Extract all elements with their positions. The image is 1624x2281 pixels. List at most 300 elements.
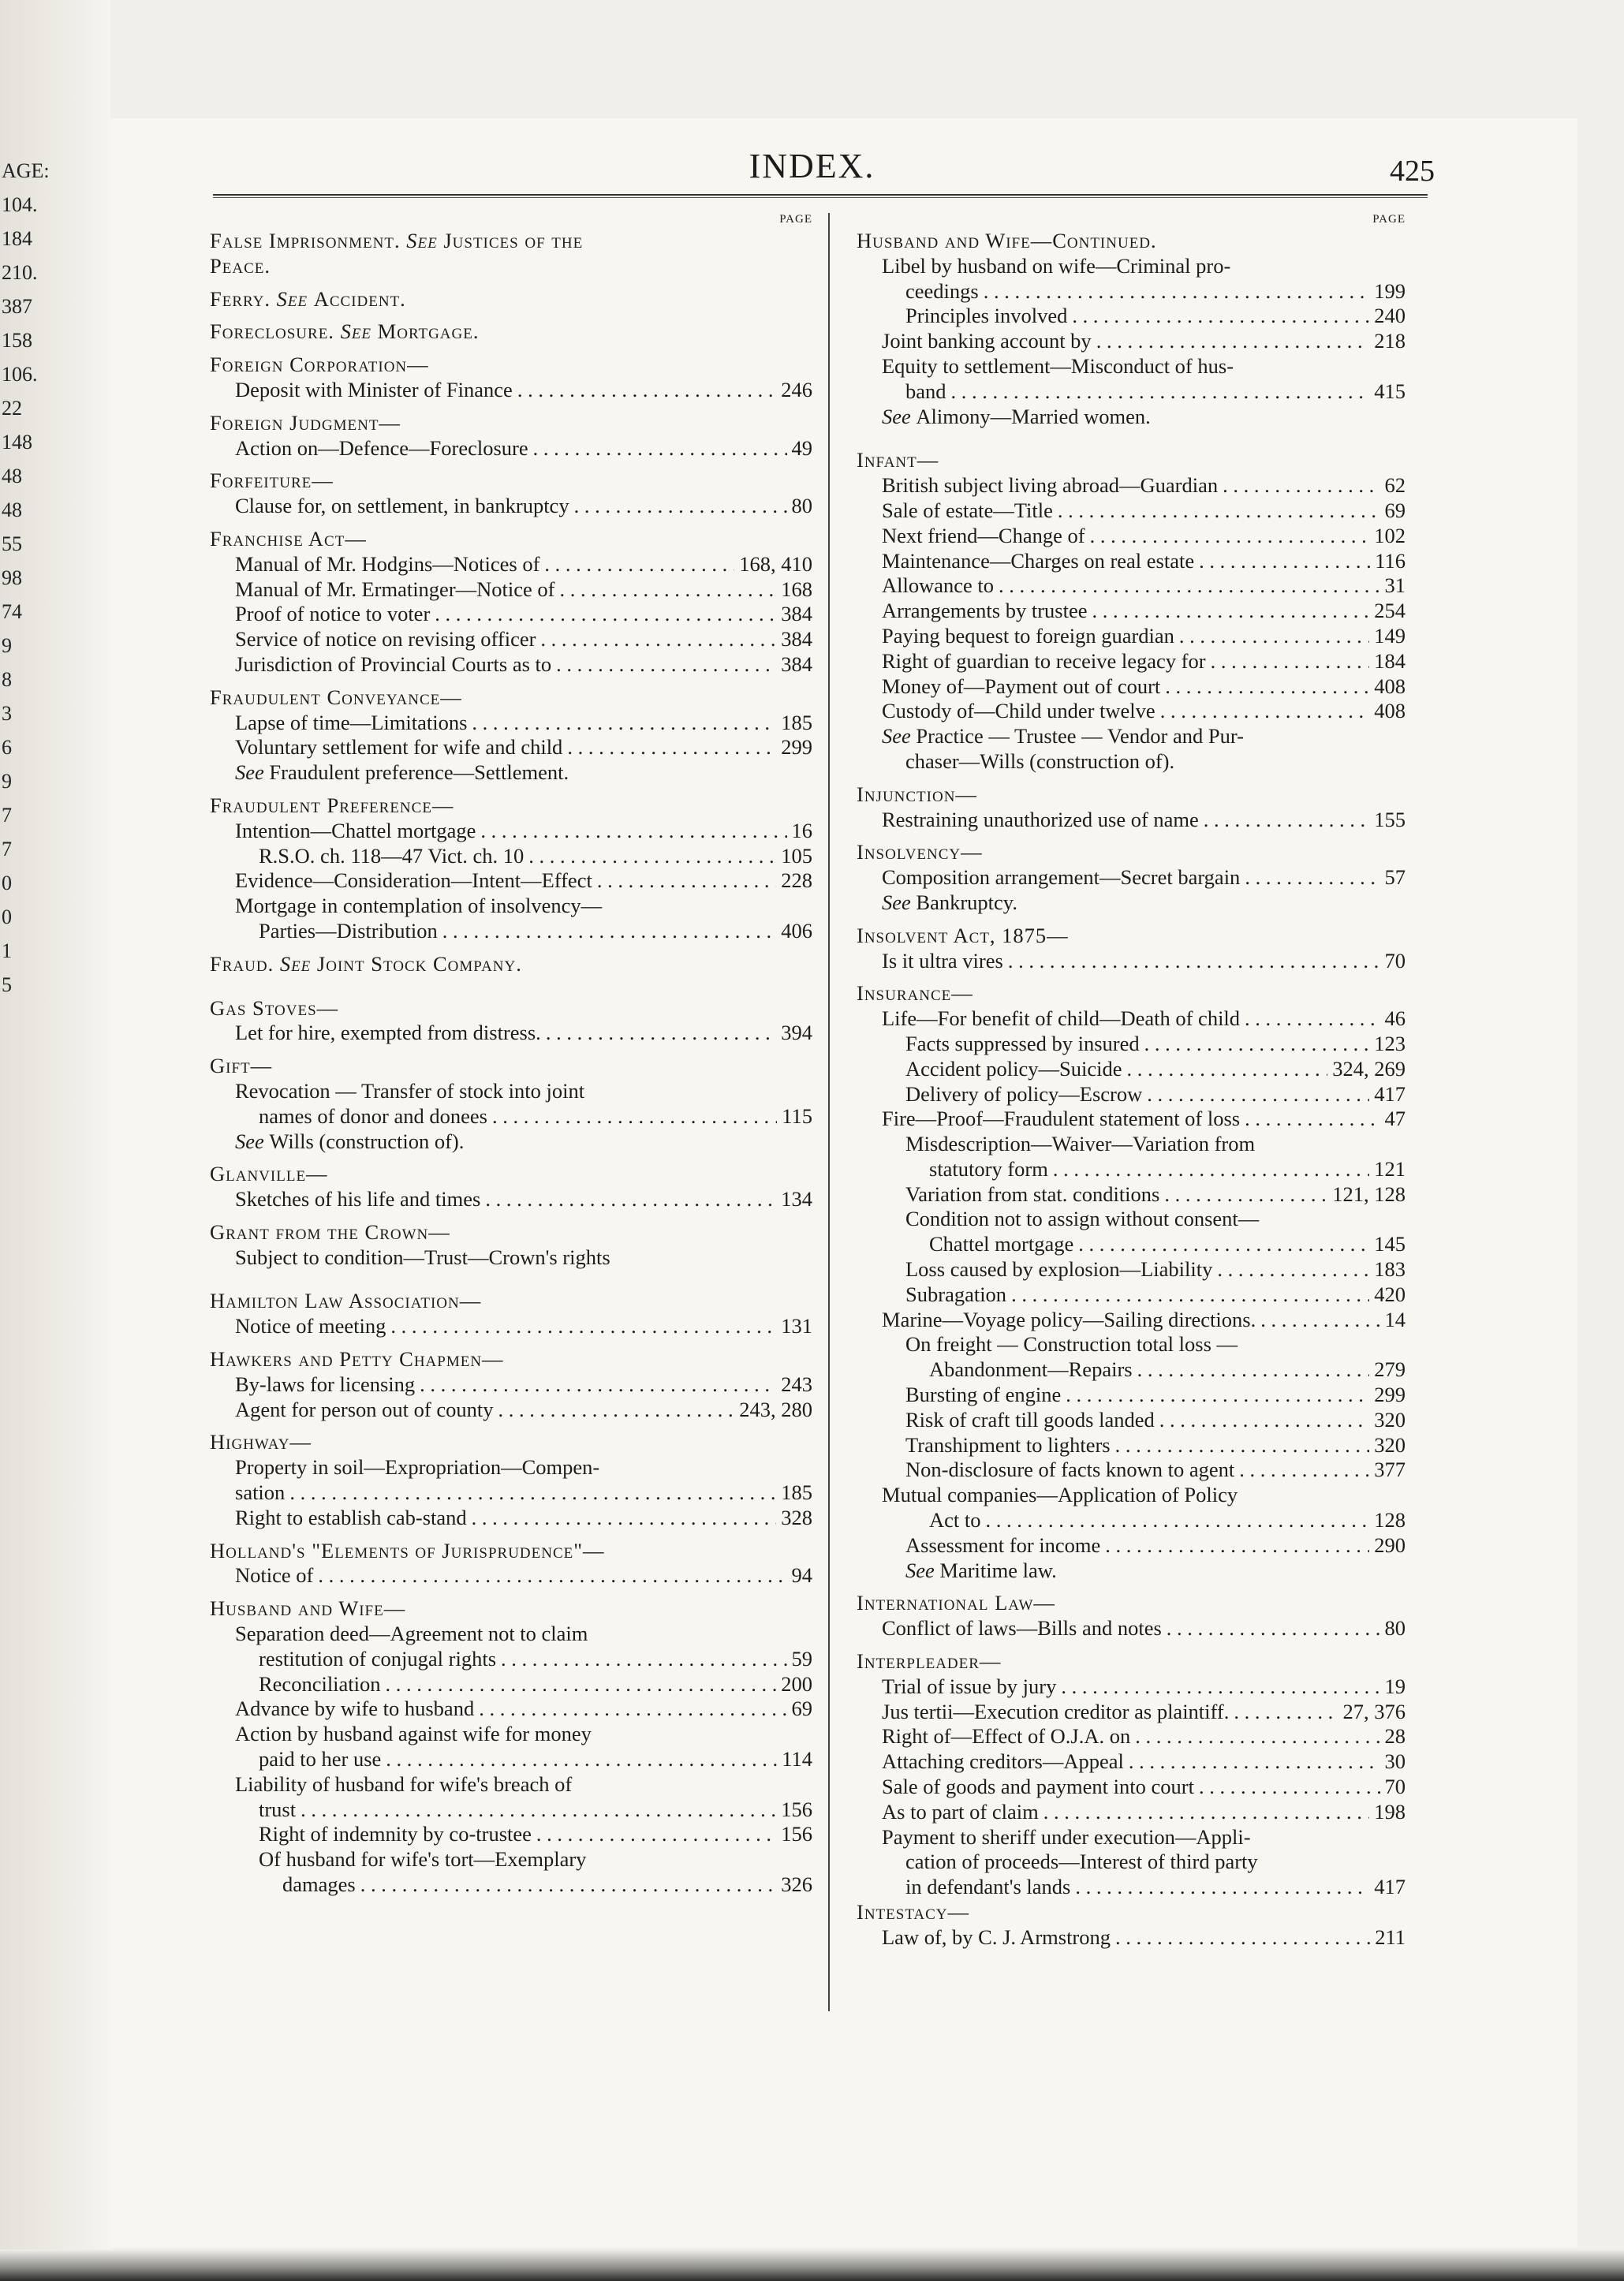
margin-fragment: 98 [2, 566, 22, 589]
page-column-label: PAGE [1372, 213, 1406, 226]
dot-leader [289, 1480, 776, 1506]
dot-leader [1105, 1533, 1369, 1559]
page-reference: 394 [781, 1021, 812, 1045]
index-entry [853, 354, 1406, 379]
entry-text: Clause for, on settlement, in bankruptcy [235, 494, 569, 518]
page-reference: 320 [1374, 1407, 1406, 1432]
dot-leader [1199, 1775, 1380, 1800]
entry-text: Variation from stat. conditions [905, 1182, 1160, 1206]
dot-leader [472, 1506, 777, 1531]
entry-text: Gift— [210, 1054, 273, 1078]
dot-leader [1234, 1700, 1338, 1725]
page-reference: 198 [1374, 1799, 1406, 1824]
entry-text: Law of, by C. J. Armstrong [882, 1924, 1111, 1949]
dot-leader [1129, 1749, 1380, 1775]
page-reference: 299 [781, 735, 812, 760]
margin-fragment: 0 [2, 905, 12, 928]
page-reference: 47 [1384, 1107, 1406, 1131]
dot-leader [501, 1647, 786, 1672]
dot-leader [1115, 1433, 1370, 1458]
margin-fragment: 210. [2, 261, 38, 284]
dot-leader [1199, 549, 1370, 574]
index-entry [853, 1850, 1406, 1875]
index-heading [207, 353, 812, 378]
dot-leader [1075, 1875, 1369, 1900]
entry-text: Property in soil—Expropriation—Compen- [235, 1455, 600, 1480]
dot-leader [1043, 1800, 1370, 1825]
entry-text: Jus tertii—Execution creditor as plaintiff. [882, 1699, 1230, 1723]
entry-text: See Maritime law. [905, 1558, 1057, 1582]
entry-text: British subject living abroad—Guardian [882, 473, 1219, 498]
index-entry [853, 1207, 1406, 1232]
margin-fragment: 7 [2, 838, 12, 861]
margin-fragment: 6 [2, 736, 12, 759]
page-reference: 121, 128 [1332, 1182, 1406, 1206]
page-reference: 211 [1375, 1924, 1406, 1949]
index-entry [853, 1282, 1406, 1308]
index-entry [853, 1232, 1406, 1257]
index-entry [853, 1925, 1406, 1951]
entry-text: Condition not to assign without consent— [905, 1207, 1260, 1231]
index-entry [207, 919, 812, 944]
entry-text: Fraud. See Joint Stock Company. [210, 951, 522, 976]
index-entry [207, 735, 812, 760]
entry-text: Hamilton Law Association— [210, 1289, 482, 1313]
page-reference: 70 [1384, 948, 1406, 973]
index-entry [207, 602, 812, 627]
page-reference: 408 [1374, 674, 1406, 698]
entry-text: See Bankruptcy. [882, 890, 1017, 914]
entry-text: Fraudulent Preference— [210, 793, 454, 817]
page-reference: 156 [781, 1797, 812, 1821]
entry-text: chaser—Wills (construction of). [905, 749, 1175, 773]
entry-text: Transhipment to lighters [905, 1432, 1111, 1457]
entry-text: paid to her use [259, 1747, 382, 1771]
index-entry [207, 1822, 812, 1847]
entry-text: names of donor and donees [259, 1103, 487, 1128]
index-heading [207, 1054, 812, 1079]
page-reference: 105 [781, 843, 812, 868]
entry-text: Manual of Mr. Ermatinger—Notice of [235, 577, 555, 601]
entry-text: Forfeiture— [210, 469, 334, 493]
margin-fragment: 0 [2, 872, 12, 894]
entry-text: Ferry. See Accident. [210, 286, 406, 311]
page-reference: 384 [781, 651, 812, 676]
entry-text: Marine—Voyage policy—Sailing directions. [882, 1307, 1256, 1331]
entry-text: R.S.O. ch. 118—47 Vict. ch. 10 [259, 843, 525, 868]
index-entry [207, 1480, 812, 1506]
dot-leader [1179, 624, 1369, 649]
index-entry [853, 379, 1406, 405]
dot-leader [597, 868, 776, 894]
entry-text: Libel by husband on wife—Criminal pro- [882, 253, 1231, 278]
entry-text: Equity to settlement—Misconduct of hus- [882, 353, 1234, 378]
entry-text: As to part of claim [882, 1799, 1039, 1824]
index-entry [853, 1433, 1406, 1458]
dot-leader [498, 1398, 735, 1423]
page-reference: 49 [791, 435, 812, 460]
entry-text: Insolvency— [857, 840, 983, 864]
page-reference: 183 [1374, 1257, 1406, 1282]
dot-leader [536, 1822, 776, 1847]
index-entry [853, 1082, 1406, 1107]
dot-leader [386, 1747, 777, 1772]
entry-text: Husband and Wife— [210, 1596, 406, 1621]
index-heading [853, 1649, 1406, 1674]
index-entry [853, 279, 1406, 304]
index-entry [207, 1372, 812, 1398]
index-heading [207, 1220, 812, 1245]
page-reference: 384 [781, 602, 812, 626]
entry-text: Assessment for income [905, 1532, 1101, 1557]
dot-leader [567, 735, 776, 760]
page-reference: 218 [1374, 329, 1406, 353]
page-reference: 80 [791, 494, 812, 518]
index-entry [853, 649, 1406, 674]
dot-leader [1058, 498, 1380, 524]
index-entry [853, 1700, 1406, 1725]
index-entry [853, 473, 1406, 498]
entry-text: Lapse of time—Limitations [235, 710, 468, 734]
entry-text: Principles involved [905, 304, 1068, 328]
margin-fragment: 184 [2, 227, 32, 250]
index-heading [207, 1596, 812, 1622]
entry-text: Facts suppressed by insured [905, 1031, 1140, 1055]
entry-text: Composition arrangement—Secret bargain [882, 865, 1241, 890]
index-heading [207, 793, 812, 819]
entry-text: ceedings [905, 278, 979, 303]
page-reference: 415 [1374, 379, 1406, 403]
index-entry [853, 329, 1406, 354]
index-heading [207, 1289, 812, 1314]
index-entry [853, 599, 1406, 624]
entry-text: Of husband for wife's tort—Exemplary [259, 1847, 587, 1872]
entry-text: damages [282, 1872, 356, 1897]
margin-fragment: 48 [2, 498, 22, 521]
entry-text: Hawkers and Petty Chapmen— [210, 1347, 504, 1372]
dot-leader [1260, 1308, 1379, 1333]
page-reference: 328 [781, 1505, 812, 1529]
index-entry [207, 1314, 812, 1339]
index-heading [207, 411, 812, 436]
index-heading [207, 1162, 812, 1187]
entry-text: Subject to condition—Trust—Crown's rights [235, 1245, 610, 1269]
page-reference: 62 [1384, 473, 1406, 498]
entry-text: Advance by wife to husband [235, 1697, 475, 1721]
dot-leader [999, 573, 1379, 599]
index-heading [853, 924, 1406, 949]
index-entry [853, 1408, 1406, 1433]
index-entry [207, 1079, 812, 1104]
index-entry [853, 749, 1406, 775]
entry-text: Jurisdiction of Provincial Courts as to [235, 651, 552, 676]
index-entry [853, 254, 1406, 279]
entry-text: Let for hire, exempted from distress. [235, 1021, 541, 1045]
entry-text: Joint banking account by [882, 329, 1092, 353]
entry-text: Grant from the Crown— [210, 1219, 450, 1244]
page-reference: 279 [1374, 1357, 1406, 1382]
index-entry [207, 844, 812, 869]
page-reference: 320 [1374, 1432, 1406, 1457]
page-reference: 149 [1374, 623, 1406, 648]
page-reference: 377 [1374, 1458, 1406, 1482]
index-entry [853, 524, 1406, 549]
dot-leader [986, 1508, 1370, 1533]
index-entry [853, 1357, 1406, 1383]
entry-text: Gas Stoves— [210, 995, 339, 1020]
entry-text: Loss caused by explosion—Liability [905, 1257, 1213, 1282]
entry-text: Attaching creditors—Appeal [882, 1749, 1124, 1774]
entry-text: Restraining unauthorized use of name [882, 807, 1199, 831]
index-entry [853, 624, 1406, 649]
page-number: 425 [1390, 155, 1435, 188]
entry-text: Payment to sheriff under execution—Appli- [882, 1824, 1251, 1849]
page-reference: 326 [781, 1872, 812, 1897]
entry-text: Paying bequest to foreign guardian [882, 623, 1174, 648]
index-heading [853, 840, 1406, 865]
dot-leader [1164, 1182, 1327, 1208]
index-entry [207, 1245, 812, 1271]
index-entry [853, 1825, 1406, 1850]
page-column-label: PAGE [779, 213, 812, 226]
dot-leader [517, 378, 776, 403]
dot-leader [479, 1697, 786, 1722]
margin-fragment: 387 [2, 295, 32, 318]
entry-text: Risk of craft till goods landed [905, 1407, 1155, 1432]
page-reference: 131 [781, 1314, 812, 1338]
margin-fragment: 55 [2, 532, 22, 555]
index-entry [207, 577, 812, 603]
entry-text: Franchise Act— [210, 526, 367, 551]
dot-leader [1245, 1006, 1379, 1032]
index-heading [207, 996, 812, 1021]
scan-bottom-edge [0, 2249, 1624, 2281]
entry-text: Notice of [235, 1563, 314, 1588]
entry-text: See Wills (construction of). [235, 1129, 465, 1153]
dot-leader [360, 1872, 777, 1898]
dot-leader [1072, 304, 1369, 329]
dot-leader [1159, 1408, 1370, 1433]
index-entry [853, 1182, 1406, 1208]
index-entry [207, 494, 812, 519]
page-reference: 254 [1374, 599, 1406, 623]
entry-text: Abandonment—Repairs [929, 1357, 1133, 1382]
page-reference: 31 [1384, 573, 1406, 598]
dot-leader [559, 577, 776, 603]
index-entry [207, 1647, 812, 1672]
entry-text: Custody of—Child under twelve [882, 699, 1155, 723]
index-entry [207, 627, 812, 652]
entry-text: Trial of issue by jury [882, 1674, 1057, 1698]
index-entry [207, 1563, 812, 1588]
entry-text: Separation deed—Agreement not to claim [235, 1622, 588, 1646]
margin-fragment: 22 [2, 397, 22, 420]
index-entry [207, 1455, 812, 1480]
dot-leader [390, 1314, 776, 1339]
page-reference: 185 [781, 710, 812, 734]
index-entry [853, 674, 1406, 700]
entry-text: Insurance— [857, 981, 973, 1006]
page-reference: 246 [781, 377, 812, 401]
index-entry [853, 1458, 1406, 1483]
margin-fragment: 74 [2, 600, 22, 623]
dot-leader [574, 494, 787, 519]
left-margin-fragments [2, 154, 50, 1002]
dot-leader [1223, 473, 1379, 498]
dot-leader [1135, 1724, 1379, 1749]
page-reference: 417 [1374, 1081, 1406, 1106]
index-entry [853, 865, 1406, 890]
page-reference: 384 [781, 627, 812, 651]
entry-text: Foreign Corporation— [210, 353, 429, 377]
page-reference: 80 [1384, 1616, 1406, 1641]
index-entry [853, 1483, 1406, 1508]
entry-text: Arrangements by trustee [882, 599, 1088, 623]
dot-leader [1092, 599, 1370, 624]
index-entry [853, 1132, 1406, 1157]
entry-text: trust [259, 1797, 297, 1821]
entry-text: Foreclosure. See Mortgage. [210, 319, 480, 344]
page-reference: 14 [1384, 1307, 1406, 1331]
index-entry [853, 549, 1406, 574]
dot-leader [533, 436, 787, 461]
entry-text: Mutual companies—Application of Policy [882, 1483, 1238, 1507]
page-reference: 156 [781, 1822, 812, 1846]
entry-text: Fraudulent Conveyance— [210, 685, 462, 709]
entry-text: Agent for person out of county [235, 1397, 494, 1421]
index-entry [853, 1800, 1406, 1825]
index-entry [207, 819, 812, 844]
page-reference: 299 [1374, 1383, 1406, 1407]
index-entry [853, 1775, 1406, 1800]
index-entry [853, 1257, 1406, 1282]
page-reference: 116 [1375, 548, 1406, 573]
index-heading [853, 1900, 1406, 1925]
entry-text: Infant— [857, 448, 939, 472]
index-heading [207, 254, 812, 279]
index-entry [853, 1674, 1406, 1700]
entry-text: restitution of conjugal rights [259, 1646, 497, 1671]
entry-text: Right to establish cab-stand [235, 1505, 467, 1529]
dot-leader [492, 1104, 777, 1129]
index-entry [853, 1107, 1406, 1132]
entry-text: False Imprisonment. See Justices of the [210, 229, 584, 252]
entry-text: Proof of notice to voter [235, 602, 431, 626]
dot-leader [1217, 1257, 1369, 1282]
page-reference: 57 [1384, 865, 1406, 890]
page-reference: 228 [781, 868, 812, 893]
page-reference: 199 [1374, 278, 1406, 303]
dot-leader [1147, 1082, 1369, 1107]
index-heading [853, 981, 1406, 1006]
dot-leader [442, 919, 777, 944]
entry-text: Right of indemnity by co-trustee [259, 1822, 532, 1846]
page-reference: 243 [781, 1372, 812, 1396]
index-entry [207, 1021, 812, 1046]
margin-fragment: 9 [2, 634, 12, 657]
entry-text: Mortgage in contemplation of insolvency— [235, 894, 603, 918]
index-heading [207, 1430, 812, 1455]
entry-text: Foreign Judgment— [210, 410, 401, 435]
dot-leader [1011, 1282, 1369, 1308]
index-entry [853, 724, 1406, 749]
index-entry [853, 1749, 1406, 1775]
margin-fragment: 1 [2, 939, 12, 962]
index-entry [207, 1722, 812, 1747]
dot-leader [984, 279, 1370, 304]
entry-text: Revocation — Transfer of stock into joint [235, 1078, 585, 1103]
margin-fragment: 5 [2, 973, 12, 996]
dot-leader [540, 627, 776, 652]
entry-text: Husband and Wife—Continued. [857, 229, 1157, 252]
entry-text: Allowance to [882, 573, 995, 598]
index-entry [207, 1798, 812, 1823]
entry-text: Intention—Chattel mortgage [235, 818, 476, 842]
index-entry [207, 1129, 812, 1155]
margin-fragment: 3 [2, 702, 12, 725]
entry-text: Action by husband against wife for money [235, 1722, 592, 1746]
index-heading [207, 287, 812, 312]
entry-text: International Law— [857, 1591, 1055, 1615]
page-reference: 16 [791, 818, 812, 842]
dot-leader [1160, 699, 1370, 724]
index-entry [853, 1508, 1406, 1533]
page-reference: 27, 376 [1342, 1699, 1406, 1723]
entry-text: Evidence—Consideration—Intent—Effect [235, 868, 592, 893]
margin-fragment: 104. [2, 193, 38, 216]
dot-leader [301, 1798, 776, 1823]
page-reference: 94 [791, 1563, 812, 1588]
entry-text: Injunction— [857, 782, 977, 806]
entry-text: Deposit with Minister of Finance [235, 377, 513, 401]
dot-leader [1211, 649, 1370, 674]
entry-text: Sale of estate—Title [882, 498, 1053, 522]
entry-text: Right of guardian to receive legacy for [882, 648, 1206, 673]
index-entry [853, 1533, 1406, 1559]
page-reference: 59 [791, 1646, 812, 1671]
entry-text: Service of notice on revising officer [235, 627, 536, 651]
page-reference: 69 [1384, 498, 1406, 522]
index-column-right [853, 213, 1406, 1951]
entry-text: Intestacy— [857, 1900, 970, 1924]
page-reference: 185 [781, 1480, 812, 1505]
page-reference: 134 [781, 1187, 812, 1211]
dot-leader [556, 652, 776, 678]
index-entry [207, 1872, 812, 1898]
index-heading [207, 469, 812, 494]
margin-fragment: 158 [2, 329, 32, 352]
index-entry [207, 1398, 812, 1423]
page-reference: 417 [1374, 1875, 1406, 1899]
entry-text: Action on—Defence—Foreclosure [235, 435, 528, 460]
page-reference: 408 [1374, 699, 1406, 723]
entry-text: Bursting of engine [905, 1383, 1062, 1407]
index-entry [853, 1724, 1406, 1749]
column-divider [828, 213, 830, 2011]
index-entry [853, 405, 1406, 430]
margin-fragment: 148 [2, 431, 32, 454]
index-entry [207, 1672, 812, 1697]
page-reference: 115 [782, 1103, 812, 1128]
page-reference: 30 [1384, 1749, 1406, 1774]
entry-text: Delivery of policy—Escrow [905, 1081, 1143, 1106]
dot-leader [420, 1372, 776, 1398]
index-entry [853, 1559, 1406, 1584]
page-reference: 128 [1374, 1508, 1406, 1532]
dot-leader [472, 711, 776, 736]
dot-leader [1239, 1458, 1369, 1483]
index-entry [207, 1747, 812, 1772]
